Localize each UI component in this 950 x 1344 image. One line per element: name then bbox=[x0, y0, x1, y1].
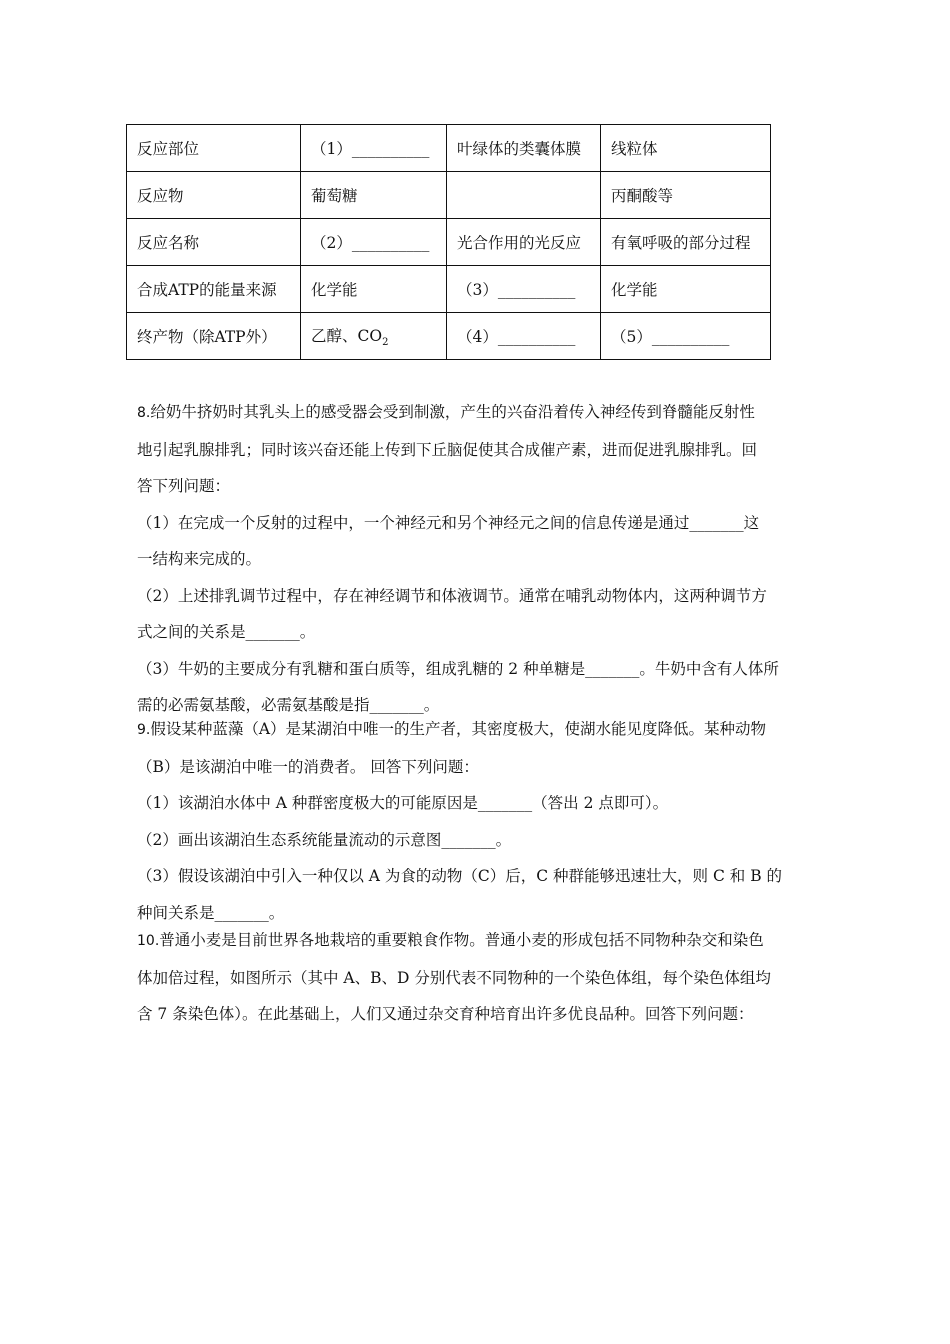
paragraph-line bbox=[137, 711, 817, 749]
table-cell: 叶绿体的类囊体膜 bbox=[447, 125, 601, 172]
paragraph-line: （1）在完成一个反射的过程中，一个神经元和另个神经元之间的信息传递是通过_______这 bbox=[137, 513, 760, 532]
table-cell: 反应物 bbox=[127, 172, 301, 219]
question-number: 8. bbox=[137, 405, 151, 421]
paragraph-line: 答下列问题： bbox=[137, 477, 231, 495]
question-10 bbox=[137, 922, 817, 1033]
table-cell: 反应名称 bbox=[127, 219, 301, 266]
paragraph-line: 地引起乳腺排乳；同时该兴奋还能上传到下丘脑促使其合成催产素，进而促进乳腺排乳。回 bbox=[137, 440, 758, 459]
paragraph-line: （2）画出该湖泊生态系统能量流动的示意图_______。 bbox=[137, 830, 512, 849]
line-text: 给奶牛挤奶时其乳头上的感受器会受到制激，产生的兴奋沿着传入神经传到脊髓能反射性 bbox=[150, 403, 755, 421]
paragraph-line: 种间关系是_______。 bbox=[137, 903, 285, 922]
paragraph-line: 一结构来完成的。 bbox=[137, 550, 262, 568]
table-cell: 终产物（除ATP外） bbox=[127, 313, 301, 360]
table-row bbox=[127, 125, 771, 172]
paragraph-line: （B）是该湖泊中唯一的消费者。 回答下列问题： bbox=[137, 757, 479, 776]
table-row bbox=[127, 219, 771, 266]
paragraph-line: （3）牛奶的主要成分有乳糖和蛋白质等，组成乳糖的 2 种单糖是_______。牛奶中含有人体所 bbox=[137, 659, 779, 678]
table-cell: 丙酮酸等 bbox=[601, 172, 771, 219]
line-text: 普通小麦是目前世界各地栽培的重要粮食作物。普通小麦的形成包括不同物种杂交和染色 bbox=[159, 931, 764, 949]
line-text: 假设某种蓝藻（A）是某湖泊中唯一的生产者，其密度极大，使湖水能见度降低。某种动物 bbox=[150, 720, 767, 738]
paragraph-line: （3）假设该湖泊中引入一种仅以 A 为食的动物（C）后，C 种群能够迅速壮大，则 C 和 B 的 bbox=[137, 867, 783, 885]
table-cell: 化学能 bbox=[601, 266, 771, 313]
paragraph-line: 含 7 条染色体）。在此基础上，人们又通过杂交育种培育出许多优良品种。回答下列问题： bbox=[137, 1005, 754, 1023]
table-row bbox=[127, 313, 771, 360]
table-cell: 有氧呼吸的部分过程 bbox=[601, 219, 771, 266]
question-9 bbox=[137, 711, 817, 931]
table-row bbox=[127, 266, 771, 313]
paragraph-line: 式之间的关系是_______。 bbox=[137, 623, 316, 641]
table-cell: 葡萄糖 bbox=[301, 172, 447, 219]
table-row bbox=[127, 172, 771, 219]
table-cell: 反应部位 bbox=[127, 125, 301, 172]
table-cell: （5）__________ bbox=[601, 313, 771, 360]
paragraph-line bbox=[137, 922, 817, 960]
paragraph-line: 需的必需氨基酸，必需氨基酸是指_______。 bbox=[137, 696, 440, 714]
paragraph-line: （2）上述排乳调节过程中，存在神经调节和体液调节。通常在哺乳动物体内，这两种调节方 bbox=[137, 586, 767, 605]
table-cell bbox=[447, 172, 601, 219]
table-cell: 光合作用的光反应 bbox=[447, 219, 601, 266]
table-cell: （2）__________ bbox=[301, 219, 447, 266]
table-cell: 化学能 bbox=[301, 266, 447, 313]
table-cell: （1）__________ bbox=[301, 125, 447, 172]
table-cell: 合成ATP的能量来源 bbox=[127, 266, 301, 313]
comparison-table bbox=[126, 124, 771, 360]
table-cell: （3）__________ bbox=[447, 266, 601, 313]
question-8 bbox=[137, 394, 817, 724]
product-text: 乙醇、CO bbox=[311, 326, 383, 345]
table-cell: （4）__________ bbox=[447, 313, 601, 360]
question-number: 10. bbox=[137, 933, 160, 949]
paragraph-line: （1）该湖泊水体中 A 种群密度极大的可能原因是_______（答出 2 点即可）。 bbox=[137, 794, 669, 812]
paragraph-line: 体加倍过程，如图所示（其中 A、B、D 分别代表不同物种的一个染色体组，每个染色体组均 bbox=[137, 968, 771, 987]
question-number: 9. bbox=[137, 722, 151, 738]
table-cell: 线粒体 bbox=[601, 125, 771, 172]
paragraph-line bbox=[137, 394, 817, 432]
table-cell-product bbox=[301, 313, 447, 360]
co2-subscript: 2 bbox=[382, 337, 389, 349]
